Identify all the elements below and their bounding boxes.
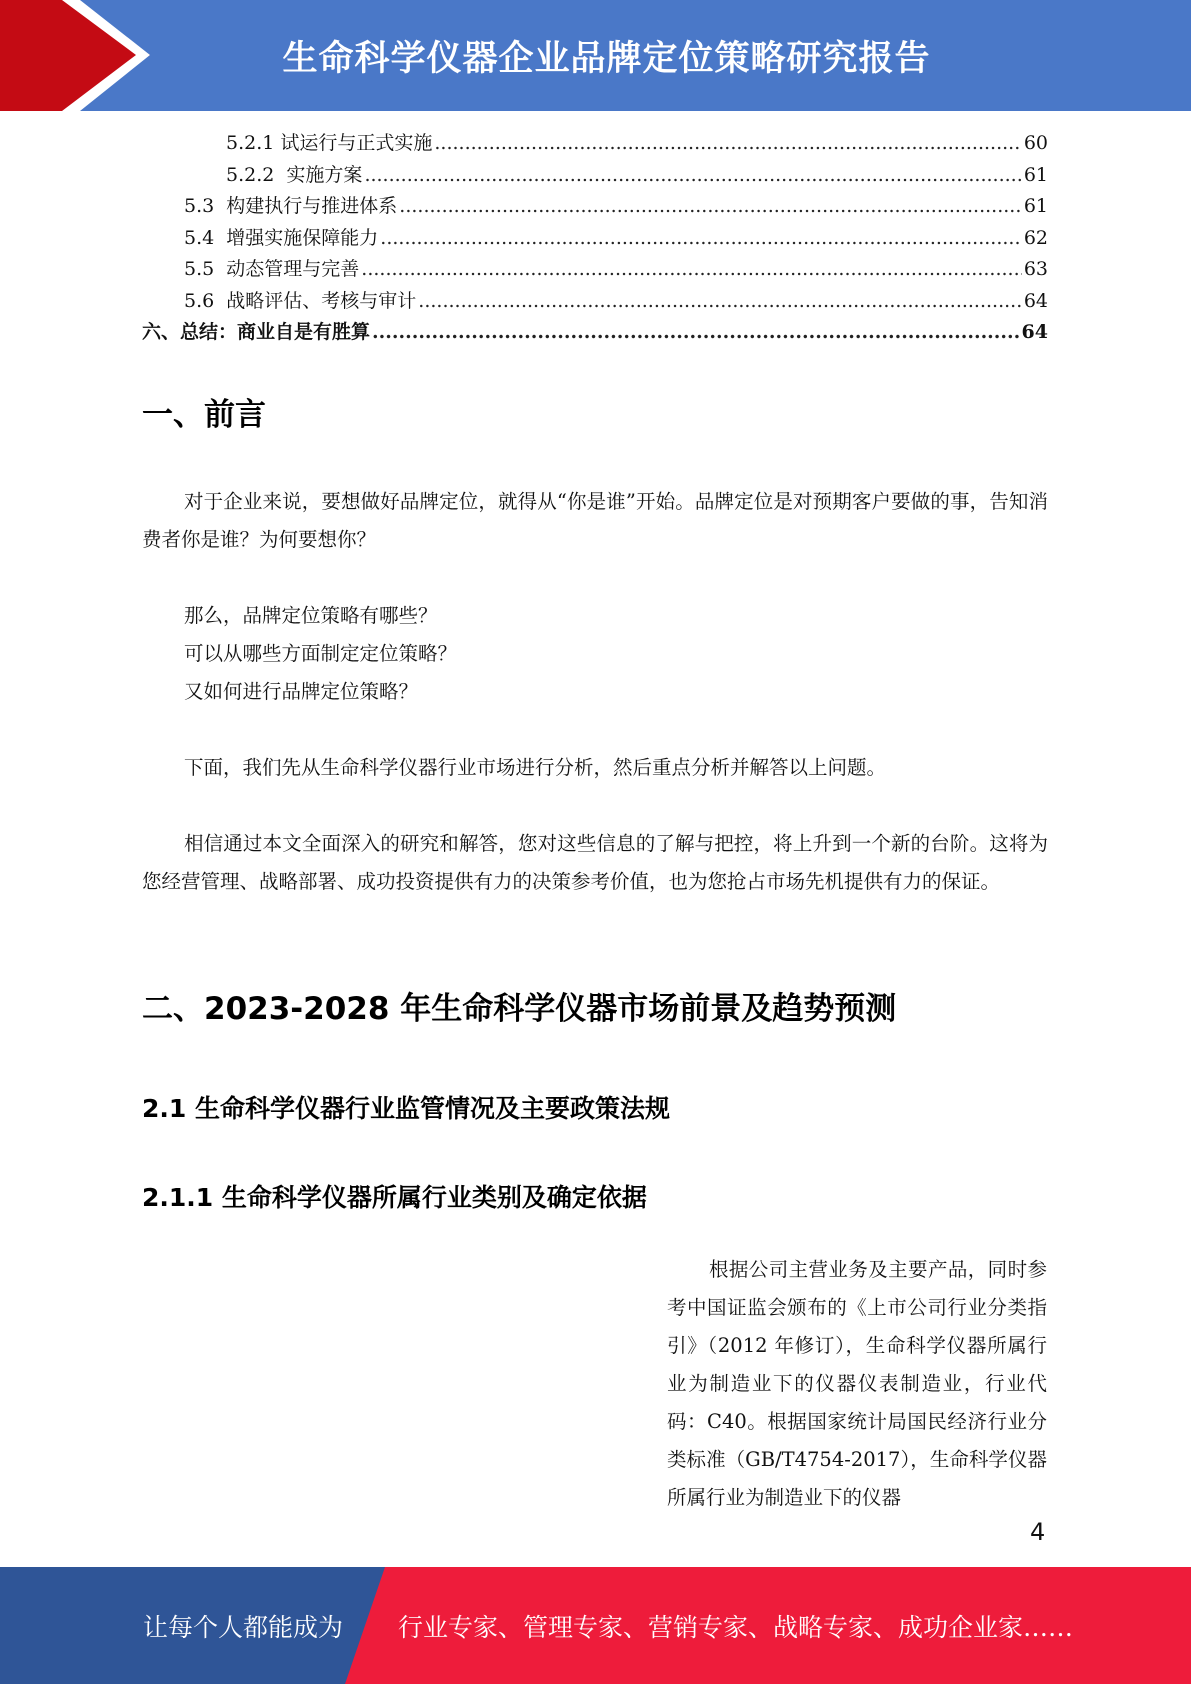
paragraph: 对于企业来说，要想做好品牌定位，就得从“你是谁”开始。品牌定位是对预期客户要做的事，告知消费者你是谁？为何要想你？ xyxy=(142,490,1048,551)
toc-entry[interactable] xyxy=(142,160,1048,192)
industry-classification-paragraph: 根据公司主营业务及主要产品，同时参考中国证监会颁布的《上市公司行业分类指引》（2012 年修订），生命科学仪器所属行业为制造业下的仪器仪表制造业，行业代码：C40。根据国家统计局国民经济行业分类标准（GB/T4754-2017），生命科学仪器所属行业为制造业下的仪器 xyxy=(667,1258,1047,1509)
toc-entry-label: 5.6 战略评估、考核与审计 xyxy=(184,289,417,312)
toc-entry-page: 62 xyxy=(1023,226,1048,249)
toc-leader-dots xyxy=(434,132,1021,154)
toc-entry[interactable] xyxy=(142,128,1048,160)
report-title: 生命科学仪器企业品牌定位策略研究报告 xyxy=(282,38,931,79)
subsection-heading: 2.1.1 生命科学仪器所属行业类别及确定依据 xyxy=(142,1183,647,1212)
paragraph: 那么，品牌定位策略有哪些？ xyxy=(184,604,438,627)
toc-leader-dots xyxy=(418,290,1022,312)
toc-entry-page: 64 xyxy=(1021,321,1048,343)
paragraph: 下面，我们先从生命科学仪器行业市场进行分析，然后重点分析并解答以上问题。 xyxy=(184,756,887,779)
page-number: 4 xyxy=(1030,1518,1046,1546)
toc-entry-label: 5.2.1 试运行与正式实施 xyxy=(226,132,433,154)
paragraph: 可以从哪些方面制定定位策略？ xyxy=(184,642,458,665)
toc-entry-label: 六、总结：商业自是有胜算 xyxy=(142,321,371,343)
toc-entry[interactable] xyxy=(142,317,1048,349)
toc-entry-label: 5.4 增强实施保障能力 xyxy=(184,226,379,249)
toc-leader-dots xyxy=(364,164,1021,186)
footer-slogan-roles: 行业专家、管理专家、营销专家、战略专家、成功企业家…… xyxy=(398,1612,1074,1642)
toc-entry-page: 63 xyxy=(1023,258,1048,280)
toc-entry[interactable] xyxy=(142,286,1048,318)
section-heading-preface: 一、前言 xyxy=(142,397,266,433)
subsection-heading: 2.1 生命科学仪器行业监管情况及主要政策法规 xyxy=(142,1094,670,1123)
toc-entry[interactable] xyxy=(142,223,1048,255)
paragraph: 相信通过本文全面深入的研究和解答，您对这些信息的了解与把控，将上升到一个新的台阶。这将为您经营管理、战略部署、成功投资提供有力的决策参考价值，也为您抢占市场先机提供有力的保证。 xyxy=(142,832,1048,893)
toc-entry-page: 64 xyxy=(1023,289,1048,312)
page-footer xyxy=(0,1567,1191,1684)
toc-entry[interactable] xyxy=(142,254,1048,286)
toc-entry-label: 5.5 动态管理与完善 xyxy=(184,258,360,280)
toc-entry-label: 5.2.2 实施方案 xyxy=(226,163,363,186)
toc-entry-page: 60 xyxy=(1023,132,1048,154)
toc-entry-page: 61 xyxy=(1023,195,1048,217)
paragraph: 又如何进行品牌定位策略？ xyxy=(184,680,419,703)
toc-entry[interactable] xyxy=(142,191,1048,223)
toc-leader-dots xyxy=(380,227,1022,249)
toc-entry-page: 61 xyxy=(1023,163,1048,186)
toc-leader-dots xyxy=(372,321,1020,343)
toc-leader-dots xyxy=(399,195,1022,217)
footer-slogan-lead: 让每个人都能成为 xyxy=(143,1612,344,1642)
toc-entry-label: 5.3 构建执行与推进体系 xyxy=(184,195,398,217)
section-heading-market-outlook: 二、2023-2028 年生命科学仪器市场前景及趋势预测 xyxy=(142,991,897,1027)
toc-leader-dots xyxy=(361,258,1022,280)
page-header xyxy=(0,0,1191,111)
table-of-contents xyxy=(142,128,1048,349)
